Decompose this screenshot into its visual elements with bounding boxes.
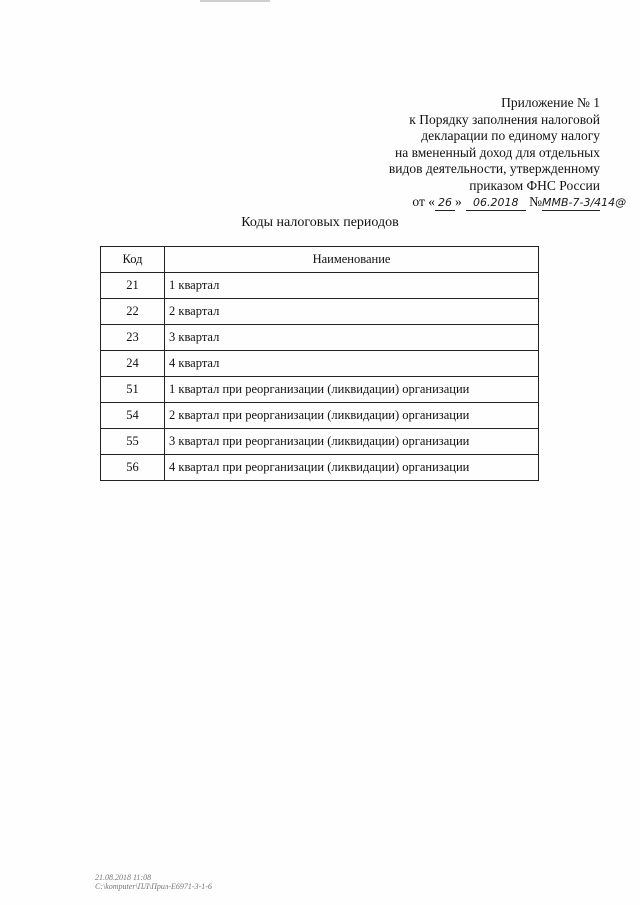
header-line-6: приказом ФНС России [469,177,600,193]
scan-artifact [200,0,270,2]
order-date-line [320,194,627,211]
footer-timestamp: 21.08.2018 11:08 [95,873,152,882]
tax-period-codes-table [100,246,539,481]
number-prefix: № [529,194,542,209]
header-code: Код [101,247,165,273]
table-row [101,273,539,299]
row-code: 54 [101,403,165,429]
header-line-1: Приложение № 1 [501,95,600,110]
date-month-year: 06.2018 [466,196,526,211]
row-name: 1 квартал при реорганизации (ликвидации) организации [165,377,539,403]
header-line-3: декларации по единому налогу [421,128,600,143]
row-name: 1 квартал [165,273,539,299]
print-footer [95,873,212,891]
table-row [101,351,539,377]
header-name: Наименование [165,247,539,273]
row-code: 51 [101,377,165,403]
row-code: 56 [101,455,165,481]
row-code: 24 [101,351,165,377]
row-code: 23 [101,325,165,351]
row-name: 2 квартал [165,299,539,325]
row-code: 55 [101,429,165,455]
date-close: » [454,194,462,209]
row-code: 22 [101,299,165,325]
date-day: 26 [435,196,455,211]
row-name: 4 квартал [165,351,539,377]
table-header-row [101,247,539,273]
header-line-4: на вмененный доход для отдельных [394,144,600,160]
date-prefix: от « [412,194,435,209]
table-row [101,299,539,325]
row-name: 4 квартал при реорганизации (ликвидации) организации [165,455,539,481]
appendix-header [320,95,627,211]
header-line-5: видов деятельности, утвержденному [388,161,600,176]
table-row [101,377,539,403]
table-row [101,403,539,429]
order-number: ММВ-7-3/414@ [542,196,627,209]
table-row [101,325,539,351]
document-title: Коды налоговых периодов [241,215,399,230]
table-row [101,455,539,481]
footer-file-path: C:\komputer\ПЛ\Прил-Е6971-3-1-6 [95,882,212,891]
row-code: 21 [101,273,165,299]
row-name: 2 квартал при реорганизации (ликвидации) организации [165,403,539,429]
row-name: 3 квартал при реорганизации (ликвидации) организации [165,429,539,455]
row-name: 3 квартал [165,325,539,351]
table-row [101,429,539,455]
header-line-2: к Порядку заполнения налоговой [409,111,600,127]
